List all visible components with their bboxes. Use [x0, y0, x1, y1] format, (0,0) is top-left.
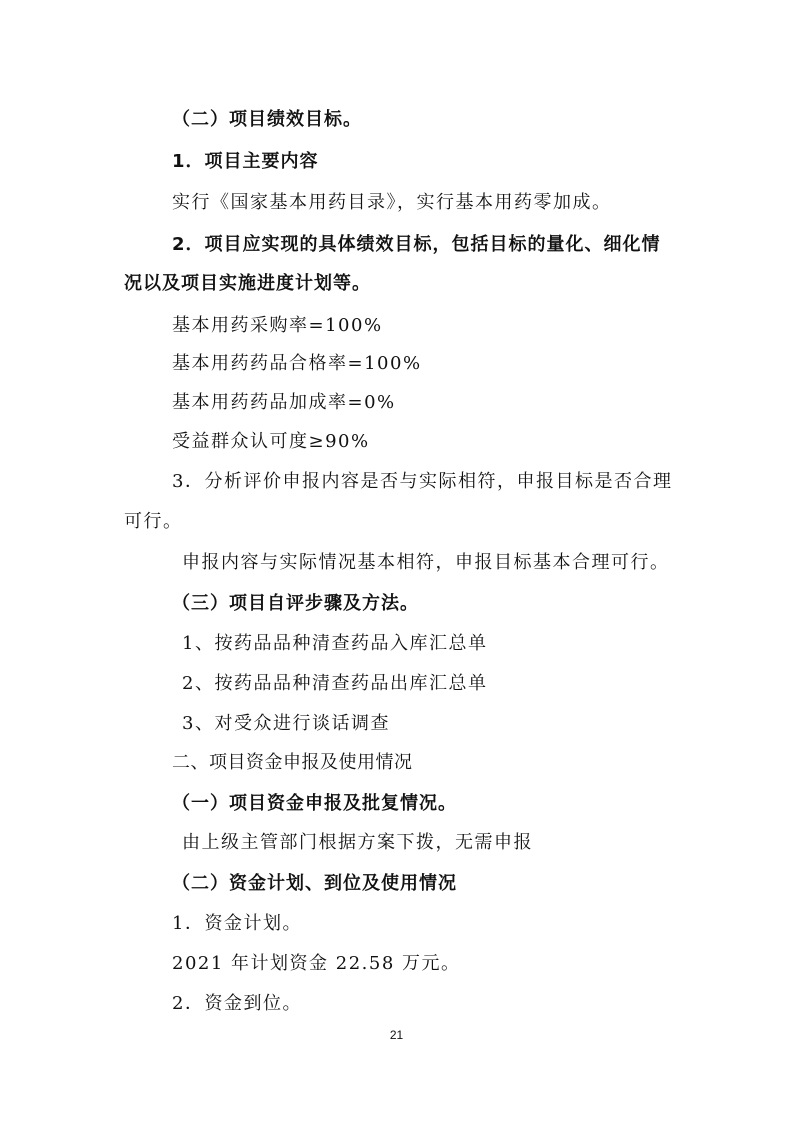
list-item: 3、对受众进行谈话调查: [182, 713, 390, 734]
subheading-fund-plan: 1．资金计划。: [172, 913, 302, 934]
section-heading-funding: 二、项目资金申报及使用情况: [172, 752, 413, 773]
subheading-main-content: 1．项目主要内容: [172, 151, 319, 172]
subheading-performance-targets-cont: 况以及项目实施进度计划等。: [124, 273, 371, 294]
paragraph: 由上级主管部门根据方案下拨，无需申报: [182, 832, 533, 853]
paragraph: 2021 年计划资金 22.58 万元。: [172, 953, 461, 974]
metric-item: 基本用药药品合格率=100%: [172, 353, 422, 374]
paragraph: 实行《国家基本用药目录》，实行基本用药零加成。: [172, 192, 612, 213]
subheading-funding-plan: （二）资金计划、到位及使用情况: [172, 873, 457, 894]
metric-item: 基本用药采购率=100%: [172, 315, 383, 336]
section-heading-self-evaluation: （三）项目自评步骤及方法。: [172, 593, 419, 614]
section-heading-performance-goals: （二）项目绩效目标。: [172, 109, 362, 130]
subheading-fund-arrival: 2．资金到位。: [172, 993, 302, 1014]
metric-item: 受益群众认可度≥90%: [172, 431, 370, 452]
list-item: 2、按药品品种清查药品出库汇总单: [182, 673, 488, 694]
paragraph: 3．分析评价申报内容是否与实际相符，申报目标是否合理: [172, 471, 673, 492]
paragraph: 申报内容与实际情况基本相符，申报目标基本合理可行。: [182, 552, 670, 573]
page-number: 21: [389, 1028, 404, 1042]
paragraph-cont: 可行。: [124, 511, 183, 532]
list-item: 1、按药品品种清查药品入库汇总单: [182, 633, 488, 654]
subheading-funding-approval: （一）项目资金申报及批复情况。: [172, 793, 457, 814]
subheading-performance-targets: 2．项目应实现的具体绩效目标，包括目标的量化、细化情: [172, 234, 661, 255]
metric-item: 基本用药药品加成率=0%: [172, 392, 396, 413]
